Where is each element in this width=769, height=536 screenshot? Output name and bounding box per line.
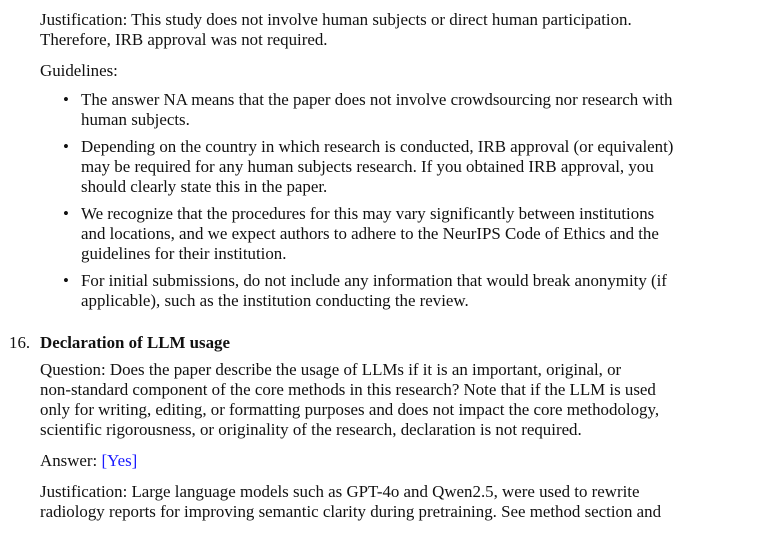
justification-paragraph-1	[40, 10, 764, 50]
text-line: and locations, and we expect authors to adhere to the NeurIPS Code of Ethics and the	[81, 224, 659, 243]
bullet-marker: •	[63, 271, 69, 290]
text-line: The answer NA means that the paper does not involve crowdsourcing nor research with	[81, 90, 673, 109]
text-line: Therefore, IRB approval was not required.	[40, 30, 328, 49]
text-line: radiology reports for improving semantic clarity during pretraining. See method section and	[40, 502, 662, 521]
text-line: may be required for any human subjects research. If you obtained IRB approval, you	[81, 157, 654, 176]
text-line: non-standard component of the core methods in this research? Note that if the LLM is used	[40, 380, 656, 399]
section-number: 16.	[9, 333, 31, 352]
text-line: We recognize that the procedures for this may vary significantly between institutions	[81, 204, 655, 223]
bullet-marker: •	[63, 204, 69, 223]
bullet-marker: •	[63, 90, 69, 109]
text-line: For initial submissions, do not include any information that would break anonymity (if	[81, 271, 667, 290]
answer-value-link[interactable]: [Yes]	[101, 451, 138, 470]
text-line: scientific rigorousness, or originality of the research, declaration is not required.	[40, 420, 582, 439]
bullet-marker: •	[63, 137, 69, 156]
text-line: applicable), such as the institution conducting the review.	[81, 291, 469, 310]
section-heading: Declaration of LLM usage	[40, 333, 230, 352]
guidelines-label: Guidelines:	[40, 61, 118, 80]
text-line: guidelines for their institution.	[81, 244, 287, 263]
answer-line	[40, 451, 137, 471]
justification-paragraph-2	[40, 482, 764, 522]
text-line: Question: Does the paper describe the usage of LLMs if it is an important, original, or	[40, 360, 622, 379]
answer-prefix: Answer:	[40, 451, 102, 470]
text-line: should clearly state this in the paper.	[81, 177, 328, 196]
text-line: Depending on the country in which research is conducted, IRB approval (or equivalent)	[81, 137, 674, 156]
question-paragraph	[40, 360, 764, 440]
text-line: Justification: This study does not involve human subjects or direct human participation.	[40, 10, 632, 29]
text-line: human subjects.	[81, 110, 190, 129]
text-line: Justification: Large language models such as GPT-4o and Qwen2.5, were used to rewrite	[40, 482, 640, 501]
text-line: only for writing, editing, or formatting purposes and does not impact the core methodology,	[40, 400, 660, 419]
